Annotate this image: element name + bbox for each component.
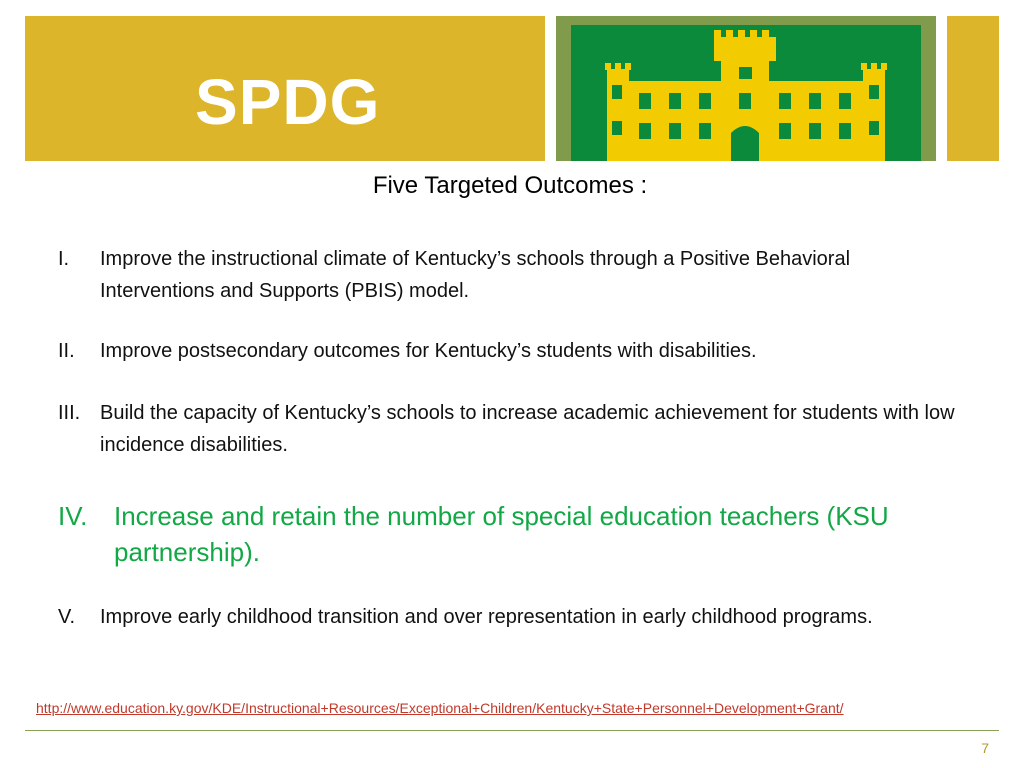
outcome-text: Improve early childhood transition and over representation in early childhood programs.	[100, 606, 873, 628]
outcome-item-highlighted	[58, 498, 968, 570]
outcome-text: Improve the instructional climate of Kentucky’s schools through a Positive Behavioral Interventions and Supports (PBIS) model.	[100, 248, 851, 302]
source-link[interactable]: http://www.education.ky.gov/KDE/Instructional+Resources/Exceptional+Children/Kentucky+State+Personnel+Development+Grant/	[36, 700, 844, 716]
logo-frame	[556, 16, 936, 161]
outcome-text: Build the capacity of Kentucky’s schools to increase academic achievement for students with low incidence disabilities.	[100, 402, 955, 456]
outcome-number: III.	[58, 402, 81, 424]
outcome-text: Improve postsecondary outcomes for Kentucky’s students with disabilities.	[100, 340, 757, 362]
outcome-number: V.	[58, 606, 76, 628]
outcome-item	[58, 397, 968, 461]
outcome-number: IV.	[58, 501, 88, 531]
slide-title: SPDG	[195, 66, 381, 138]
outcome-item	[58, 243, 968, 307]
outcome-text: Increase and retain the number of special education teachers (KSU partnership).	[114, 501, 889, 567]
outcome-item	[58, 335, 968, 367]
castle-icon	[571, 25, 921, 161]
outcome-number: I.	[58, 248, 70, 270]
page-number: 7	[981, 740, 989, 756]
outcome-number: II.	[58, 340, 75, 362]
footer-divider	[25, 730, 999, 731]
outcome-item	[58, 601, 968, 633]
header-banner-right	[947, 16, 999, 161]
header-banner	[25, 16, 545, 161]
section-heading: Five Targeted Outcomes :	[372, 172, 648, 199]
building-logo	[571, 25, 921, 161]
